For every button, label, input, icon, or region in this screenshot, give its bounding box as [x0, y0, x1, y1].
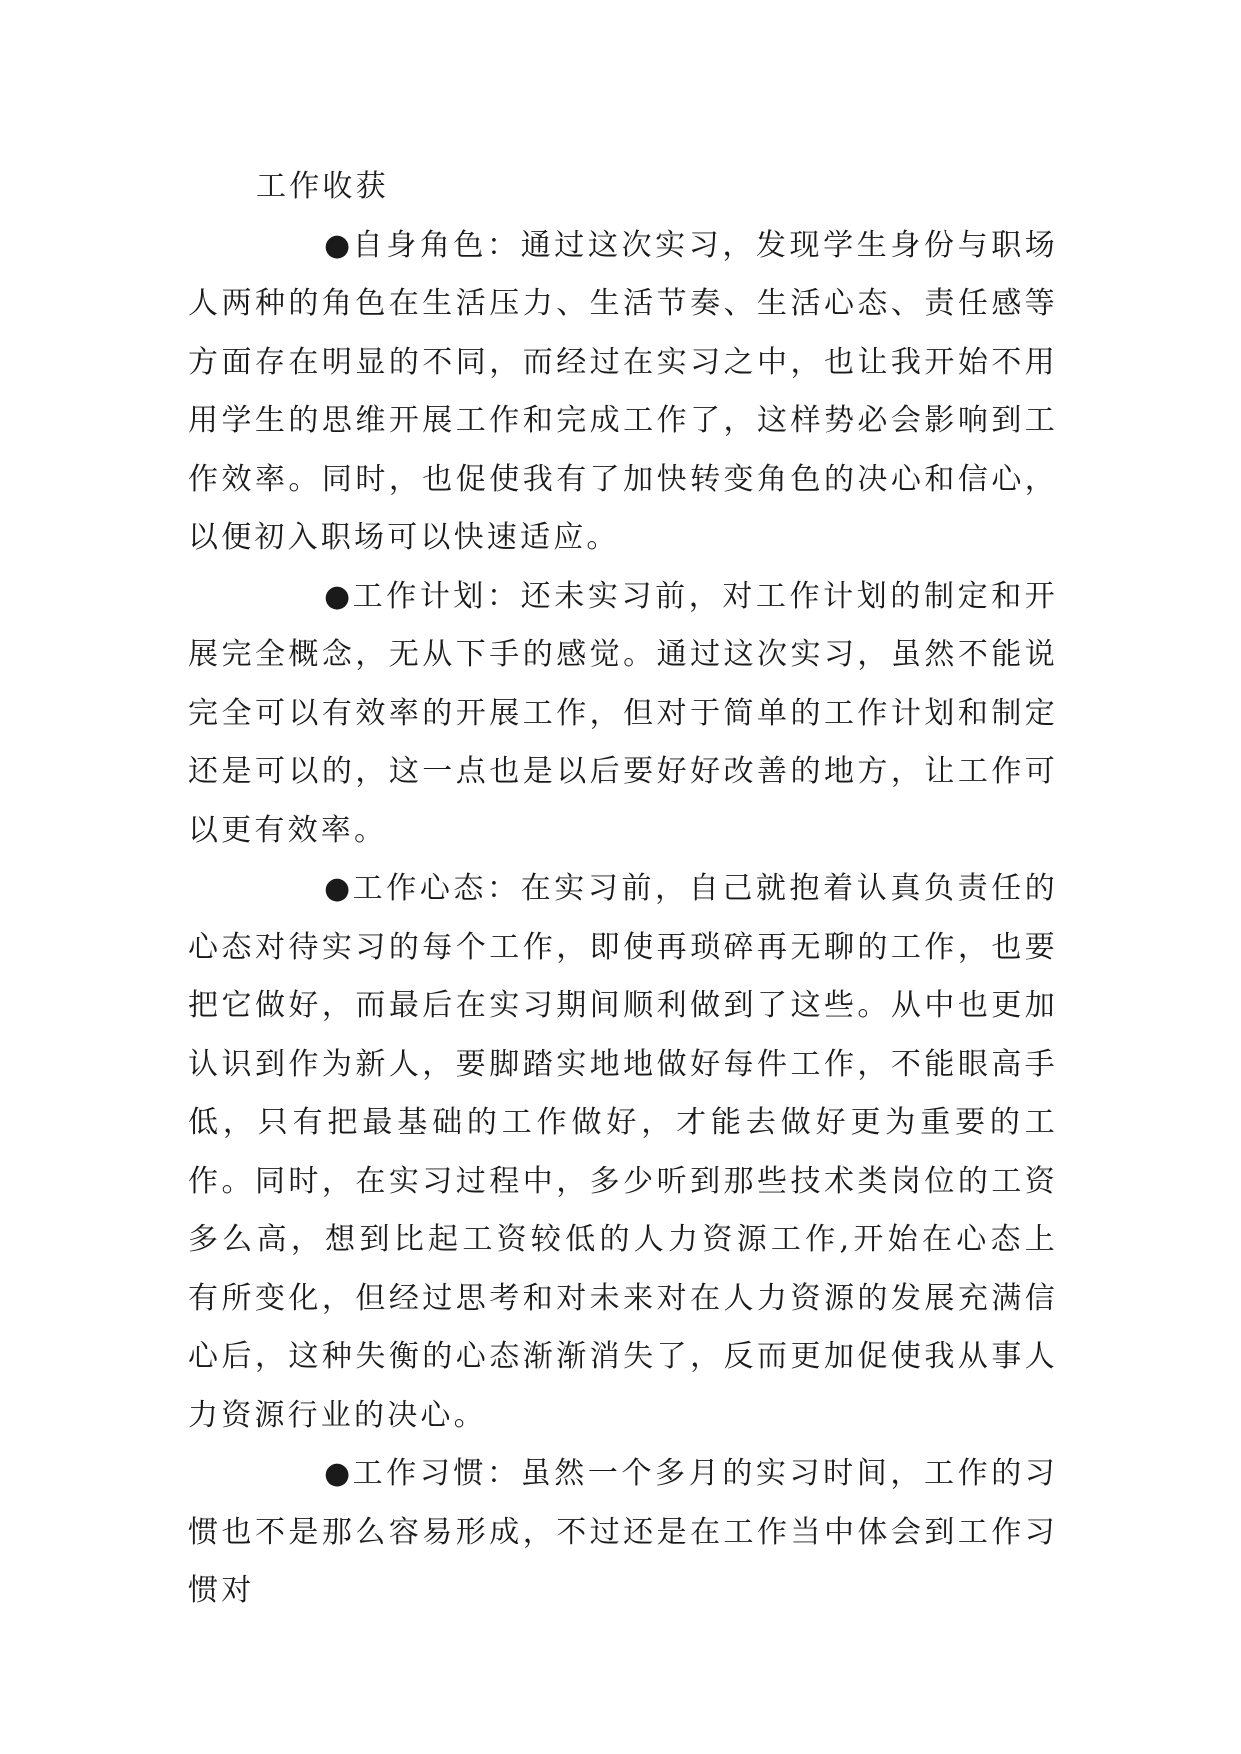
paragraph-label: 自身角色：: [352, 227, 521, 263]
bullet-icon: ●: [324, 1456, 351, 1491]
document-body: [188, 158, 1058, 1621]
paragraph-text: 在实习前，自己就抱着认真负责任的心态对待实习的每个工作，即使再琐碎再无聊的工作，也要把它做好，而最后在实习期间顺利做到了这些。从中也更加认识到作为新人，要脚踏实地地做好每件工作，不能眼高手低，只有把最基础的工作做好，才能去做好更为重要的工作。同时，在实习过程中，多少听到那些技术类岗位的工资多么高，想到比起工资较低的人力资源工作,开始在心态上有所变化，但经过思考和对未来对在人力资源的发展充满信心后，这种失衡的心态渐渐消失了，反而更加促使我从事人力资源行业的决心。: [188, 871, 1059, 1433]
paragraph-self-role: [188, 217, 1058, 568]
paragraph-work-habits: [188, 1445, 1058, 1621]
paragraph-work-plan: [188, 568, 1058, 861]
paragraph-text: 虽然一个多月的实习时间，工作的习惯也不是那么容易形成，不过还是在工作当中体会到工作习惯对: [188, 1456, 1059, 1608]
bullet-icon: ●: [324, 227, 351, 263]
paragraph-text: 还未实习前，对工作计划的制定和开展完全概念，无从下手的感觉。通过这次实习，虽然不能说完全可以有效率的开展工作，但对于简单的工作计划和制定还是可以的，这一点也是以后要好好改善的地方，让工作可以更有效率。: [188, 578, 1059, 848]
paragraph-text: 通过这次实习，发现学生身份与职场人两种的角色在生活压力、生活节奏、生活心态、责任感等方面存在明显的不同，而经过在实习之中，也让我开始不用用学生的思维开展工作和完成工作了，这样势必会影响到工作效率。同时，也促使我有了加快转变角色的决心和信心，以便初入职场可以快速适应。: [188, 227, 1059, 555]
bullet-icon: ●: [324, 871, 351, 906]
paragraph-label: 工作习惯：: [352, 1456, 521, 1491]
section-heading: 工作收获: [256, 169, 389, 204]
bullet-icon: ●: [324, 578, 351, 614]
paragraph-label: 工作心态：: [352, 871, 521, 906]
paragraph-work-attitude: [188, 860, 1058, 1445]
paragraph-label: 工作计划：: [352, 578, 521, 614]
